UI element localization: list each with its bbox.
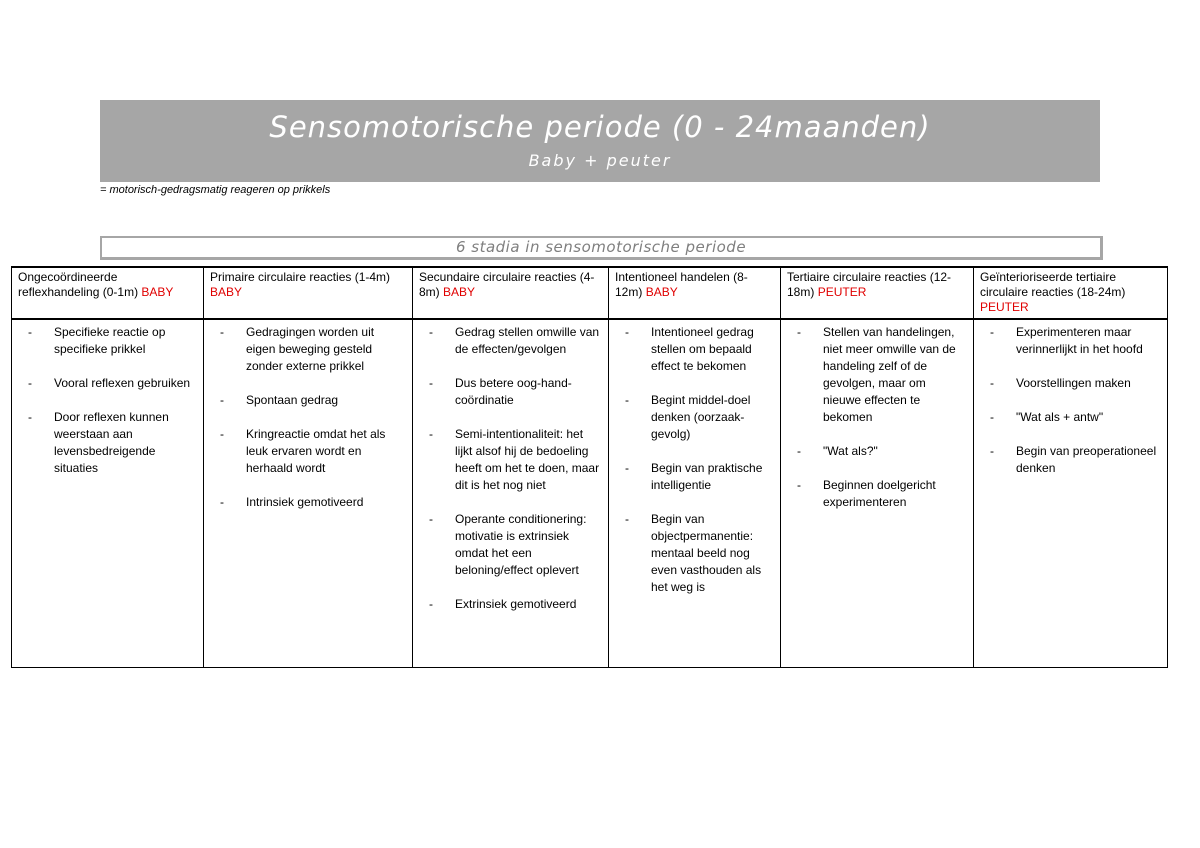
header-row (12, 267, 1168, 319)
definition-text: = motorisch-gedragsmatig reageren op prikkels (100, 184, 331, 196)
stage-header-1: Ongecoördineerde reflexhandeling (0-1m) BABY (12, 267, 204, 319)
list-item: - Dus betere oog-hand-coördinatie (419, 375, 602, 409)
list-item: - Begin van praktische intelligentie (615, 460, 774, 494)
page-title: Sensomotorische periode (0 - 24maanden) (269, 110, 931, 144)
list-item: - Specifieke reactie op specifieke prikkel (18, 324, 197, 358)
stage-header-5: Tertiaire circulaire reacties (12-18m) PEUTER (781, 267, 974, 319)
age-tag: BABY (443, 285, 476, 299)
stage-header-3: Secundaire circulaire reacties (4-8m) BABY (413, 267, 609, 319)
stages-heading: 6 stadia in sensomotorische periode (100, 236, 1103, 260)
list-item: - Vooral reflexen gebruiken (18, 375, 197, 392)
list-item: - Kringreactie omdat het als leuk ervaren wordt en herhaald wordt (210, 426, 406, 477)
list-item: - Experimenteren maar verinnerlijkt in het hoofd (980, 324, 1161, 358)
age-tag: BABY (645, 285, 678, 299)
list-item: - Voorstellingen maken (980, 375, 1161, 392)
stage-cell-6 (974, 319, 1168, 668)
list-item: - Door reflexen kunnen weerstaan aan levensbedreigende situaties (18, 409, 197, 477)
stage-cell-5 (781, 319, 974, 668)
list-item: - Spontaan gedrag (210, 392, 406, 409)
stages-table (11, 266, 1168, 668)
age-tag: BABY (210, 285, 243, 299)
list-item: - Intentioneel gedrag stellen om bepaald effect te bekomen (615, 324, 774, 375)
list-item: - Begint middel-doel denken (oorzaak-gevolg) (615, 392, 774, 443)
list-item: - Beginnen doelgericht experimenteren (787, 477, 967, 511)
list-item: - Gedragingen worden uit eigen beweging gesteld zonder externe prikkel (210, 324, 406, 375)
stage-cell-4 (609, 319, 781, 668)
stage-header-2: Primaire circulaire reacties (1-4m) BABY (204, 267, 413, 319)
page-subtitle: Baby + peuter (528, 151, 672, 170)
list-item: - Extrinsiek gemotiveerd (419, 596, 602, 613)
list-item: - "Wat als?" (787, 443, 967, 460)
content-row (12, 319, 1168, 668)
list-item: - Begin van objectpermanentie: mentaal beeld nog even vasthouden als het weg is (615, 511, 774, 596)
list-item: - Intrinsiek gemotiveerd (210, 494, 406, 511)
stage-header-6: Geïnterioriseerde tertiaire circulaire reacties (18-24m) PEUTER (974, 267, 1168, 319)
age-tag: BABY (141, 285, 174, 299)
list-item: - Begin van preoperationeel denken (980, 443, 1161, 477)
list-item: - Gedrag stellen omwille van de effecten/gevolgen (419, 324, 602, 358)
age-tag: PEUTER (817, 285, 867, 299)
list-item: - Semi-intentionaliteit: het lijkt alsof hij de bedoeling heeft om het te doen, maar dit is het nog niet (419, 426, 602, 494)
stage-header-4: Intentioneel handelen (8-12m) BABY (609, 267, 781, 319)
list-item: - Stellen van handelingen, niet meer omwille van de handeling zelf of de gevolgen, maar om nieuwe effecten te bekomen (787, 324, 967, 426)
age-tag: PEUTER (980, 300, 1029, 314)
stage-cell-1 (12, 319, 204, 668)
stage-cell-3 (413, 319, 609, 668)
list-item: - "Wat als + antw" (980, 409, 1161, 426)
title-banner (100, 100, 1100, 182)
list-item: - Operante conditionering: motivatie is extrinsiek omdat het een beloning/effect oplevert (419, 511, 602, 579)
stage-cell-2 (204, 319, 413, 668)
